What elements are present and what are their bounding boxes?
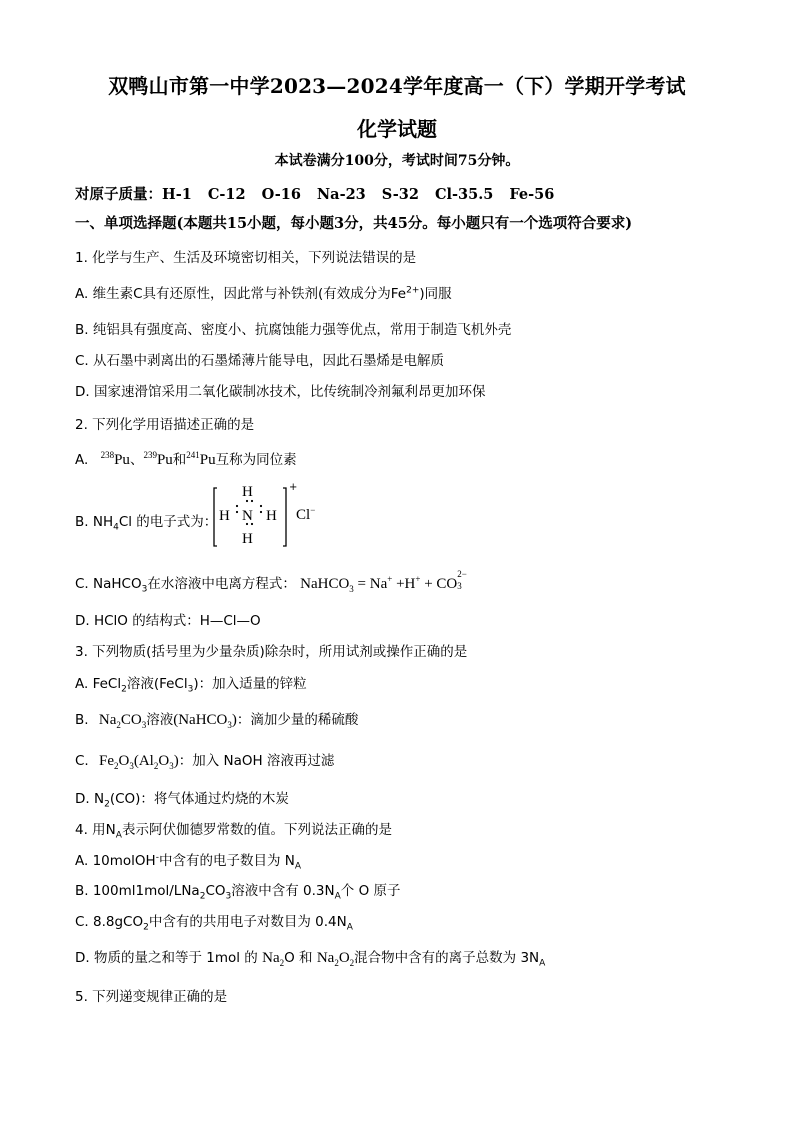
q4-b-1: B. 100ml1mol/LNa [75,883,200,899]
q2-stem: 2. 下列化学用语描述正确的是 [75,417,255,433]
q4-a-2: 中含有的电子数目为 N [158,853,295,869]
q3-d-1: D. N [75,791,105,807]
q2-b-post: Cl 的电子式为： [118,514,218,530]
q3-c-s2: 3 [129,761,134,771]
q1-stem: 1. 化学与生产、生活及环境密切相关，下列说法错误的是 [75,250,417,266]
exam-title: 双鸭山市第一中学2023—2024学年度高一（下）学期开学考试 [108,74,686,98]
q4-b-sub1: 2 [199,891,206,902]
q2-a-sep: 、 [129,452,144,468]
lewis-h-right: H [266,508,277,524]
q4-d-6: 混合物中含有的离子总数为 3N [354,950,540,966]
q4-d-1: D. 物质的量之和等于 1mol 的 [75,950,263,966]
eq-h-charge: + [415,574,421,584]
q4-b-sub2: 3 [225,891,232,902]
q3-a-1: A. FeCl [75,676,122,692]
q3-a-2: 溶液(FeCl [126,676,188,692]
mass-fe: Fe-56 [509,186,555,203]
q4-a-sup: - [155,852,159,863]
q3-option-b [75,708,358,729]
eq-na-charge: + [387,574,393,584]
lewis-h-left: H [219,508,230,524]
atomic-masses [75,183,554,204]
q3-d-2: (CO)：将气体通过灼烧的木炭 [109,791,289,807]
exam-note: 本试卷满分100分，考试时间75分钟。 [274,153,520,169]
q3-option-a [75,672,307,695]
q3-c-s3: 2 [153,761,159,771]
q1-option-d: D. 国家速滑馆采用二氧化碳制冰技术，比传统制冷剂氟利昂更加环保 [75,384,486,400]
q3-b-3: 溶液 [146,712,174,728]
q2-a-mass3: 241 [186,450,200,460]
eq-sub3: 3 [349,584,354,594]
q2-b-label: B. NH [75,514,114,530]
q4-d-s1: 2 [279,958,285,968]
q2-a-el3: Pu [199,452,216,468]
lewis-charge: + [289,482,298,493]
q2-a-label: A. [75,452,89,468]
exam-subtitle: 化学试题 [357,117,437,141]
q2-a-mass1: 238 [100,450,115,460]
q4-c-sub1: 2 [143,922,149,933]
q1-a-post: )同服 [419,286,452,302]
q3-b-s1: 2 [116,720,121,730]
q4-d-5: O [338,950,350,966]
q2-a-el1: Pu [114,452,130,468]
q3-c-6: ：加入 NaOH 溶液再过滤 [178,753,335,769]
q3-c-3: (Al [133,753,154,769]
q2-b-sub: 4 [113,522,119,533]
atomic-masses-label: 对原子质量： [75,186,162,203]
q4-d-s3: 2 [349,958,355,968]
q4-stem [75,818,392,841]
q3-c-5: ) [173,753,179,769]
mass-h: H-1 [162,186,192,203]
q3-c-s4: 3 [169,761,174,771]
q4-b-4: 个 O 原子 [340,883,401,899]
q4-d-2: Na [262,950,280,966]
q4-b-3: 溶液中含有 0.3N [231,883,335,899]
q3-b-s3: 3 [227,720,232,730]
q3-b-2: CO [120,712,142,728]
q4-option-a [75,849,302,872]
q2-a-post: 互称为同位素 [215,452,297,468]
q3-b-label: B. [75,712,89,728]
q2-option-c [75,569,471,595]
eq-co: + CO [420,576,458,592]
q3-b-4: (NaHCO [173,712,228,728]
q3-option-d [75,787,289,810]
q4-stem-sub: A [115,830,122,841]
q4-d-3: O 和 [284,950,317,966]
q2-c-label: C. NaHCO [75,576,142,592]
lewis-h-bottom: H [242,531,253,547]
q4-b-2: CO [205,883,226,899]
q2-a-el2: Pu [156,452,173,468]
q1-option-a [75,282,452,302]
q2-option-d: D. HClO 的结构式：H—Cl—O [75,613,261,629]
q3-stem: 3. 下列物质(括号里为少量杂质)除杂时，所用试剂或操作正确的是 [75,644,468,660]
q4-option-c [75,910,353,933]
q3-b-1: Na [98,712,117,728]
q2-c-equation: NaHCO$_3$ = Na+ +H+ + CO 2− 3 [300,569,467,594]
q3-a-sub1: 2 [121,684,127,695]
q4-a-sub: A [294,861,302,872]
q5-stem: 5. 下列递变规律正确的是 [75,989,228,1005]
q3-b-5: ) [231,712,237,728]
lewis-cl-charge: − [310,505,316,515]
q4-option-b [75,879,401,902]
q4-c-1: C. 8.8gCO [75,914,144,930]
mass-na: Na-23 [316,186,366,203]
q3-option-c [75,749,334,770]
q3-c-4: O [158,753,170,769]
q2-a-and: 和 [172,452,187,468]
q3-c-s1: 2 [114,761,119,771]
q4-option-d [75,946,545,967]
q2-option-a [75,448,297,469]
mass-s: S-32 [381,186,419,203]
q3-b-6: ：滴加少量的稀硫酸 [236,712,359,728]
q3-c-label: C. [75,753,89,769]
q4-d-4: Na [316,950,335,966]
q4-b-sub3: A [334,891,341,902]
eq-nahco: NaHCO [300,576,350,592]
q2-option-b [75,510,218,533]
q4-d-s2: 2 [334,958,339,968]
q3-b-s2: 3 [141,720,147,730]
q4-d-s4: A [539,958,546,969]
q1-a-charge: 2+ [406,285,420,296]
q1-a-ion: Fe [390,286,407,302]
eq-h: +H [392,576,416,592]
q3-a-sub2: 3 [187,684,194,695]
q4-c-sub2: A [346,922,353,933]
eq-na: = Na [353,576,388,592]
q1-option-b: B. 纯铝具有强度高、密度小、抗腐蚀能力强等优点，常用于制造飞机外壳 [75,322,512,338]
lewis-h-top: H [242,484,253,500]
q1-option-c: C. 从石墨中剥离出的石墨烯薄片能导电，因此石墨烯是电解质 [75,353,445,369]
q4-c-2: 中含有的共用电子对数目为 0.4N [148,914,347,930]
q3-d-sub: 2 [104,799,110,810]
q4-a-1: A. 10molOH [75,853,156,869]
q3-a-3: )：加入适量的锌粒 [193,676,307,692]
mass-cl: Cl-35.5 [434,186,494,203]
lewis-cl [296,507,315,524]
q4-stem-1: 4. 用N [75,822,116,838]
lewis-n: N [242,508,253,524]
lewis-cl-symbol: Cl [296,507,311,523]
q1-a-text: A. 维生素C具有还原性，因此常与补铁剂(有效成分为 [75,286,391,302]
q2-c-sub: 3 [141,584,148,595]
q4-stem-2: 表示阿伏伽德罗常数的值。下列说法正确的是 [121,822,392,838]
section-heading: 一、单项选择题(本题共15小题，每小题3分，共45分。每小题只有一个选项符合要求) [75,215,633,232]
q3-c-1: Fe [99,753,115,769]
q2-a-mass2: 239 [143,450,157,460]
mass-c: C-12 [207,186,246,203]
q2-c-post: 在水溶液中电离方程式： [147,576,296,592]
q3-c-2: O [118,753,130,769]
mass-o: O-16 [261,186,301,203]
